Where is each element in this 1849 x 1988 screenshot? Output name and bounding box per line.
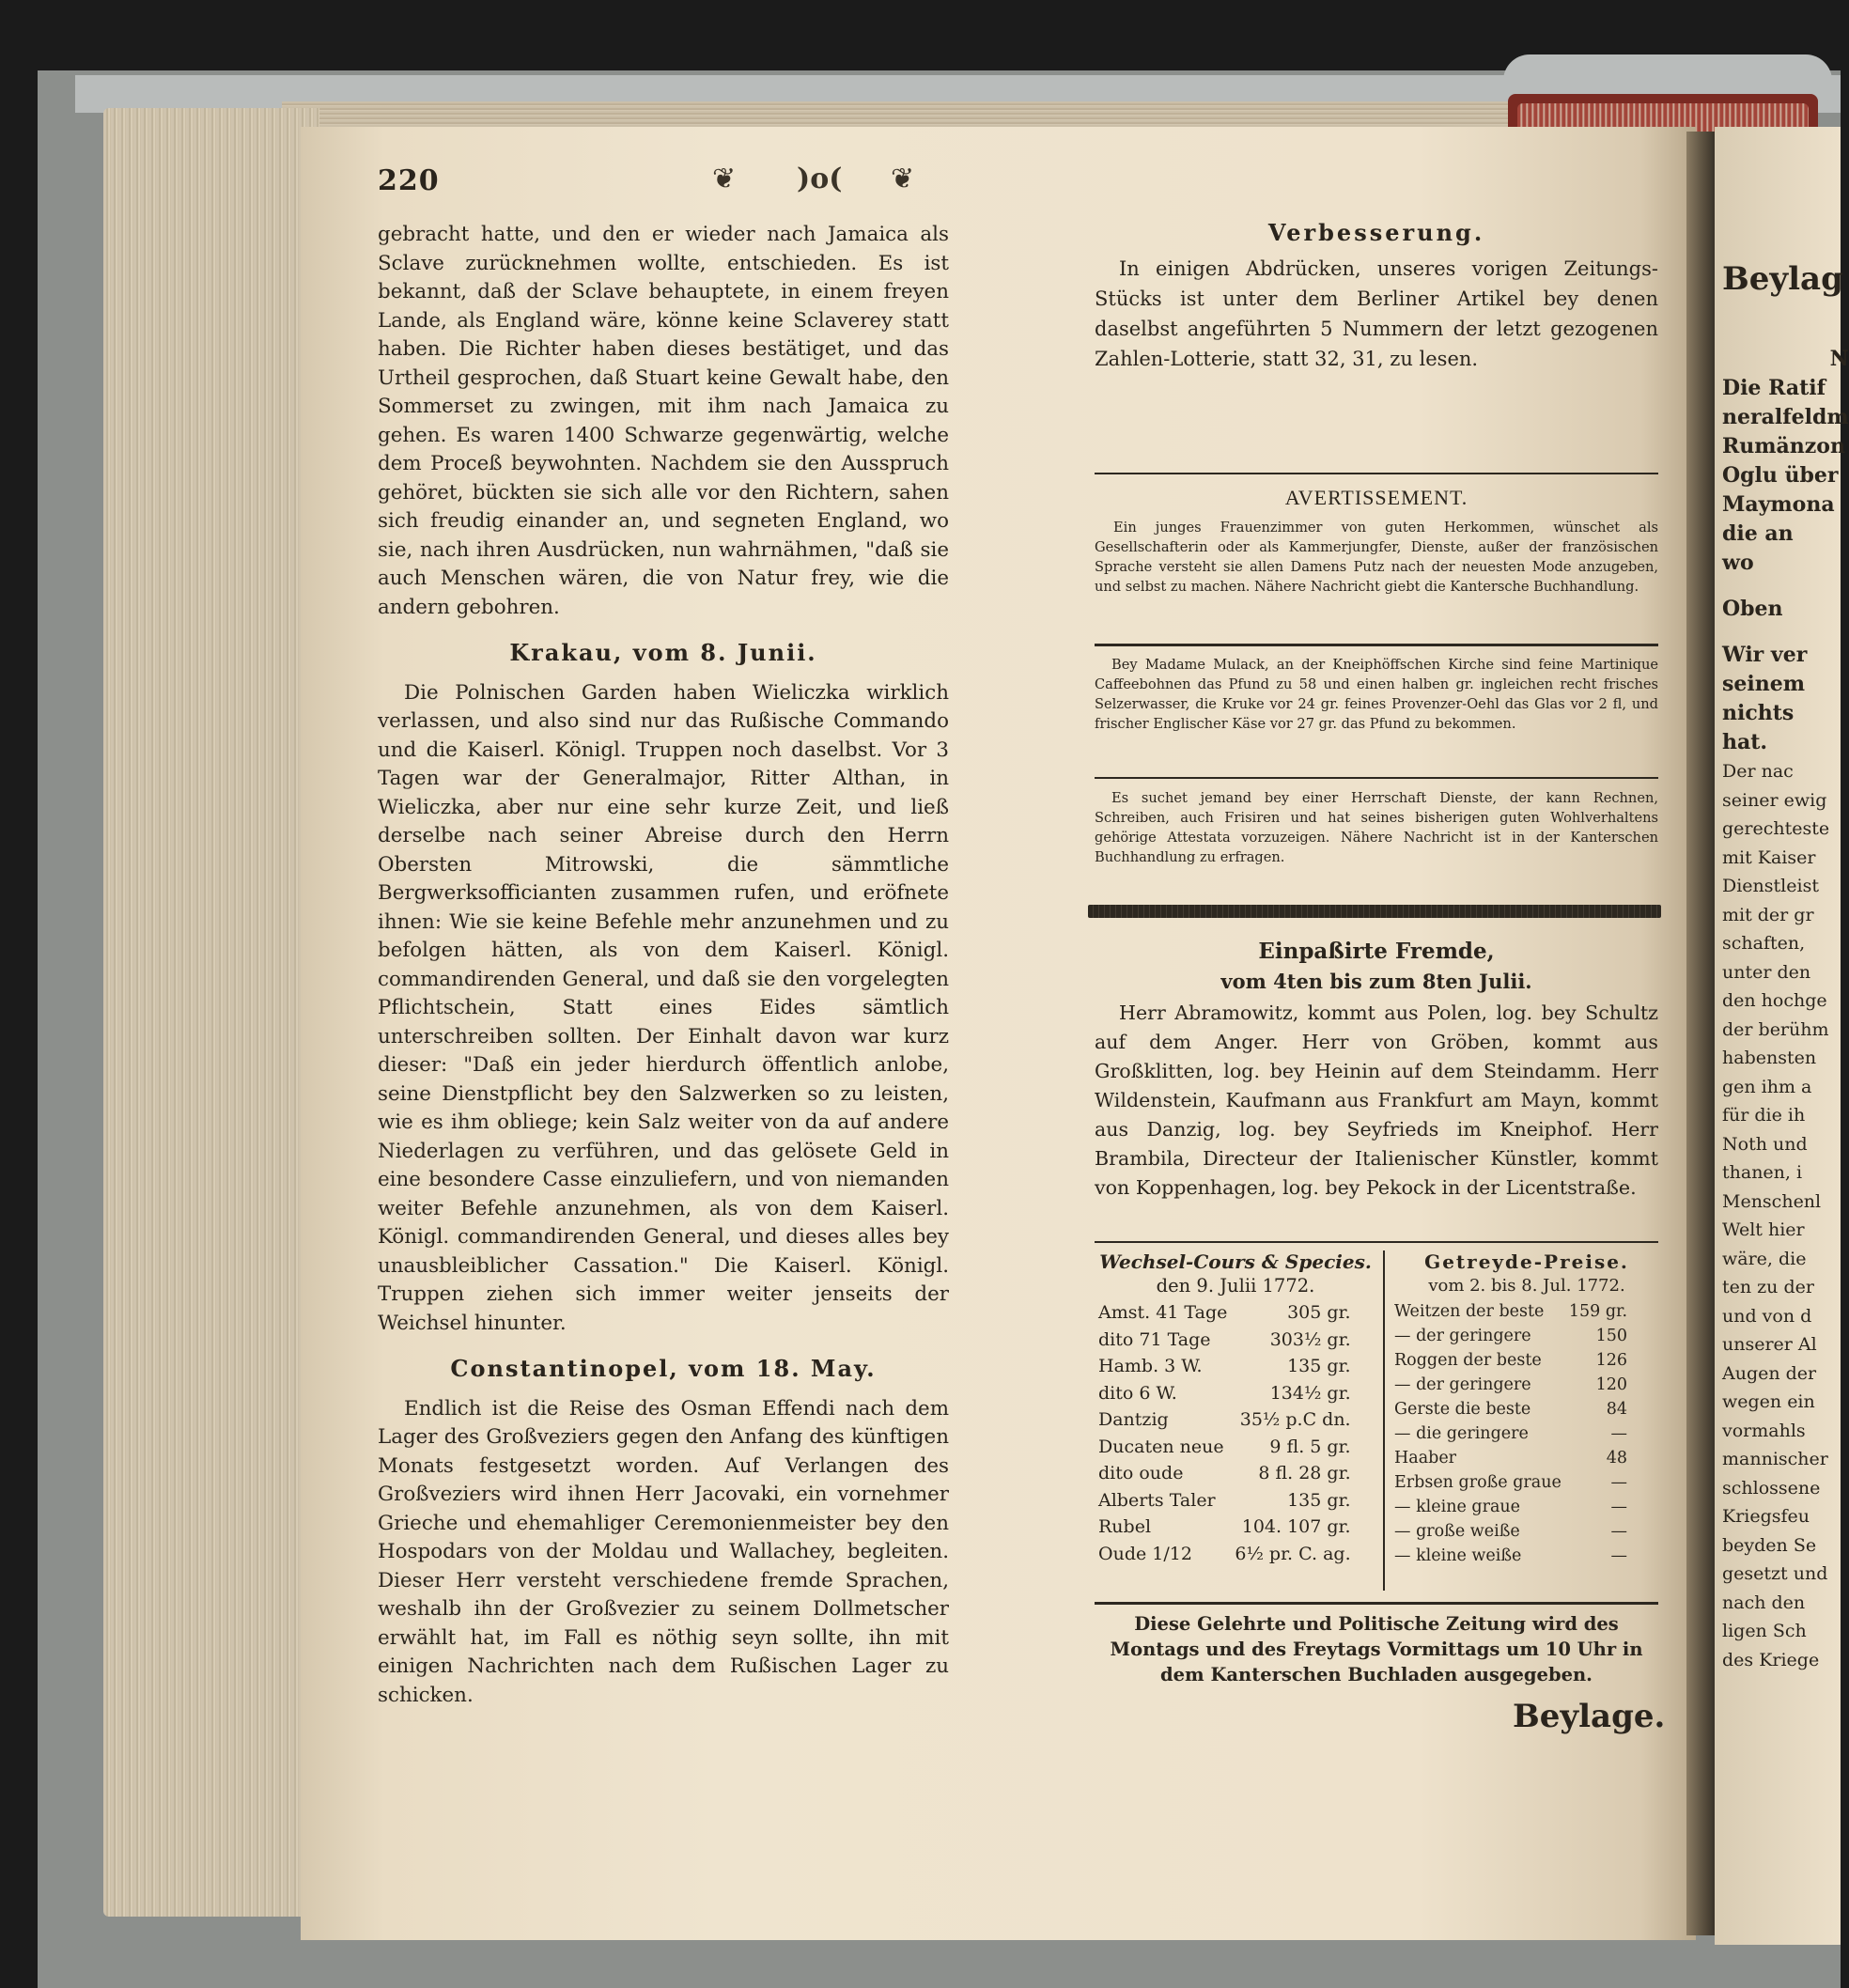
rule	[1095, 1602, 1658, 1605]
getreide-row	[1391, 1373, 1631, 1397]
wechsel-value: 135 gr.	[1287, 1489, 1351, 1511]
next-page-line: mit der gr	[1722, 904, 1814, 925]
getreide-date: vom 2. bis 8. Jul. 1772.	[1428, 1276, 1625, 1296]
next-page-line: nach den	[1722, 1592, 1806, 1613]
wechsel-row	[1095, 1299, 1355, 1327]
wechsel-value: 8 fl. 28 gr.	[1258, 1463, 1351, 1483]
fremde-subtitle: vom 4ten bis zum 8ten Julii.	[1220, 970, 1532, 993]
next-page-line: für die ih	[1722, 1105, 1806, 1126]
next-page-line: schlossene	[1722, 1477, 1821, 1499]
avertissement-title: AVERTISSEMENT.	[1284, 486, 1468, 509]
getreide-row	[1391, 1421, 1631, 1446]
next-page-line: wegen ein	[1722, 1391, 1815, 1412]
wechsel-row	[1095, 1380, 1355, 1407]
getreide-value: —	[1610, 1522, 1628, 1541]
rule	[1095, 777, 1658, 779]
notice-mulack: Bey Madame Mulack, an der Kneiphöffschen Kirche sind feine Martinique Caffeebohnen das Pfund zu 58 und einen halben gr. ingleichen recht frisches Selzerwasser, die Kruke vor 24 gr. feines Provenzer-Oehl das Glas vor 2 fl, und frischer Englischer Käse vor 27 gr. das Pfund zu bekommen.	[1095, 657, 1658, 732]
next-page-line: mannischer	[1722, 1449, 1828, 1469]
next-page-line: gen ihm a	[1722, 1076, 1812, 1097]
wechsel-value: 6½ pr. C. ag.	[1235, 1543, 1351, 1564]
wechsel-label: dito oude	[1098, 1463, 1184, 1483]
next-page-line: der berühm	[1722, 1018, 1829, 1040]
next-page-line: Noth und	[1722, 1133, 1808, 1155]
next-page-line: beyden Se	[1722, 1534, 1817, 1556]
getreide-value: —	[1610, 1546, 1628, 1565]
getreide-row	[1391, 1446, 1631, 1470]
ornament-center-icon: )o(	[797, 163, 843, 195]
next-page-line: habensten	[1722, 1048, 1817, 1068]
next-page-line: Kriegsfeu	[1722, 1506, 1810, 1527]
getreide-value: 84	[1606, 1400, 1628, 1419]
getreide-row	[1391, 1519, 1631, 1544]
next-page-line: wo	[1722, 551, 1754, 575]
wechsel-row	[1095, 1406, 1355, 1434]
getreide-label: — der geringere	[1394, 1327, 1531, 1345]
getreide-value: 126	[1595, 1351, 1628, 1370]
next-page-line: Menschenl	[1722, 1190, 1822, 1212]
article-constantinopel: Endlich ist die Reise des Osman Effendi nach dem Lager des Großveziers gegen den Anfang des künftigen Monats festgesetzt worden. Auf Verlangen des Großveziers wird ihnen Herr Jacovaki, ein vornehmer Grieche und ehemahliger Ceremonienmeister bey den Hospodars von der Moldau und Wallachey, begleiten. Dieser Herr versteht verschiedene fremde Sprachen, weshalb ihn der Großvezier zu seinem Dollmetscher erwählt hat, im Fall es nöthig seyn sollte, ihn mit einigen Nachrichten nach dem Rußischen Lager zu schicken.	[378, 1396, 949, 1707]
catchword: Beylage.	[1513, 1698, 1666, 1735]
wechsel-table	[1095, 1299, 1355, 1567]
next-page-line: seiner ewig	[1722, 789, 1827, 811]
next-page-line: ligen Sch	[1722, 1621, 1807, 1641]
getreide-row	[1391, 1299, 1631, 1324]
verbesserung-text: In einigen Abdrücken, unseres vorigen Zeitungs-Stücks ist unter dem Berliner Artikel bey denen daselbst angeführten 5 Nummern der letzt gezogenen Zahlen-Lotterie, statt 32, 31, zu lesen.	[1095, 257, 1658, 370]
heading-krakau: Krakau, vom 8. Junii.	[509, 639, 817, 666]
next-page-line: schaften,	[1722, 933, 1806, 954]
next-page-line: N	[1829, 347, 1849, 371]
rule	[1095, 644, 1658, 646]
getreide-title: Getreyde-Preise.	[1424, 1250, 1629, 1273]
getreide-row	[1391, 1544, 1631, 1568]
next-page-line: hat.	[1722, 730, 1768, 754]
next-page-line: wäre, die	[1722, 1248, 1807, 1269]
notice-dienst: Es suchet jemand bey einer Herrschaft Dienste, der kann Rechnen, Schreiben, auch Frisiren und hat seines bisherigen guten Wohlverhaltens gehörige Attestata vorzuzeigen. Nähere Nachricht ist in der Kanterschen Buchhandlung zu erfragen.	[1095, 790, 1658, 865]
right-column	[1095, 219, 1658, 374]
getreide-row	[1391, 1324, 1631, 1348]
wechsel-label: Oude 1/12	[1098, 1543, 1192, 1564]
getreide-label: — kleine weiße	[1394, 1546, 1522, 1565]
next-page-line: Rumänzon	[1722, 434, 1845, 458]
getreide-value: —	[1610, 1473, 1628, 1492]
wechsel-row	[1095, 1434, 1355, 1461]
verbesserung-title: Verbesserung.	[1267, 219, 1485, 246]
getreide-label: — die geringere	[1394, 1424, 1529, 1443]
wechsel-label: dito 71 Tage	[1098, 1328, 1211, 1350]
next-page-line: Oglu über	[1722, 463, 1839, 488]
getreide-row	[1391, 1470, 1631, 1495]
getreide-label: Erbsen große graue	[1394, 1473, 1562, 1492]
getreide-label: Gerste die beste	[1394, 1400, 1531, 1419]
next-page-line: Der nac	[1722, 761, 1794, 782]
heading-constantinopel: Constantinopel, vom 18. May.	[450, 1355, 877, 1382]
fremde-title: Einpaßirte Fremde,	[1258, 939, 1495, 964]
getreide-value: 150	[1595, 1327, 1628, 1345]
book-page	[301, 127, 1696, 1940]
getreide-value: 48	[1606, 1449, 1628, 1468]
next-page-line: gesetzt und	[1722, 1563, 1828, 1584]
getreide-label: Roggen der beste	[1394, 1351, 1542, 1370]
next-page-line: Wir ver	[1722, 643, 1808, 667]
getreide-row	[1391, 1397, 1631, 1421]
wechsel-row	[1095, 1460, 1355, 1487]
wechsel-label: Alberts Taler	[1098, 1489, 1216, 1511]
next-page-line: Maymona	[1722, 492, 1835, 517]
wechsel-label: Ducaten neue	[1098, 1436, 1224, 1457]
getreide-value: —	[1610, 1424, 1628, 1443]
next-page-line: den hochge	[1722, 990, 1827, 1011]
article-london-continued: gebracht hatte, und den er wieder nach Jamaica als Sclave zurücknehmen wollte, entschieden. Es ist bekannt, daß der Sclave behauptete, in einem freyen Lande, als England wäre, könne keine Sclaverey statt haben. Die Richter haben dieses bestätiget, und das Urtheil gesprochen, daß Stuart keine Gewalt habe, den Sommerset zu zwingen, mit ihm nach Jamaica zu gehen. Es waren 1400 Schwarze gegenwärtig, welche dem Proceß beywohnten. Nachdem sie den Ausspruch gehöret, bückten sie sich alle vor den Richtern, sahen sich freudig einander an, und segneten England, wo sie, nach ihren Ausdrücken, nun wahrnähmen, "daß sie auch Menschen wären, die von Natur frey, wie die andern gebohren.	[378, 223, 949, 619]
next-page-line: des Kriege	[1722, 1649, 1820, 1670]
wechsel-label: dito 6 W.	[1098, 1382, 1177, 1404]
getreide-label: — kleine graue	[1394, 1498, 1521, 1516]
ornament-left-icon: ❦	[712, 163, 737, 195]
wechsel-value: 35½ p.C dn.	[1239, 1409, 1351, 1430]
footer-note: Diese Gelehrte und Politische Zeitung wird des Montags und des Freytags Vormittags um 10 Uhr in dem Kanterschen Buchladen ausgegeben.	[1110, 1613, 1643, 1685]
next-page-line: die an	[1722, 521, 1794, 546]
next-page-line: seinem	[1722, 672, 1806, 696]
wechsel-label: Rubel	[1098, 1516, 1152, 1537]
next-page-line: gerechteste	[1722, 818, 1830, 839]
next-page-line: Oben	[1722, 597, 1783, 621]
book-gutter	[1686, 132, 1715, 1935]
wechsel-value: 303½ gr.	[1269, 1328, 1351, 1350]
left-column	[378, 221, 949, 1719]
next-page-text	[1722, 251, 1849, 1674]
next-page-line: ten zu der	[1722, 1277, 1814, 1297]
rule	[1095, 473, 1658, 474]
getreide-value: —	[1610, 1498, 1628, 1516]
fremde-text: Herr Abramowitz, kommt aus Polen, log. bey Schultz auf dem Anger. Herr von Gröben, kommt aus Großklitten, log. bey Heinin auf dem Steindamm. Herr Wildenstein, Kaufmann aus Frankfurt am Mayn, kommt aus Danzig, log. bey Seyfrieds im Kneiphof. Herr Brambila, Directeur der Italienischer Künstler, kommt von Koppenhagen, log. bey Pekock in der Licentstraße.	[1095, 1002, 1658, 1199]
wechsel-title: Wechsel-Cours & Species.	[1099, 1250, 1372, 1273]
avertissement-text: Ein junges Frauenzimmer von guten Herkommen, wünschet als Gesellschafterin oder als Kammerjungfer, Dienste, außer der französischen Sprache versteht sie allen Damens Putz nach der neuesten Mode anzugeben, und selbst zu machen. Nähere Nachricht giebt die Kantersche Buchhandlung.	[1095, 520, 1658, 595]
rule	[1095, 1241, 1658, 1243]
next-page-line: Welt hier	[1722, 1219, 1805, 1240]
next-page-line: mit Kaiser	[1722, 846, 1816, 868]
heavy-rule	[1088, 905, 1661, 918]
wechsel-label: Dantzig	[1098, 1409, 1169, 1430]
fremde-block	[1095, 937, 1658, 1203]
wechsel-value: 9 fl. 5 gr.	[1269, 1436, 1351, 1457]
article-krakau: Die Polnischen Garden haben Wieliczka wirklich verlassen, und also sind nur das Rußische Commando und die Kaiserl. Königl. Truppen noch daselbst. Vor 3 Tagen war der Generalmajor, Ritter Althan, in Wieliczka, aber nur eine sehr kurze Zeit, und ließ derselbe nach seiner Abreise durch den Herrn Obersten Mitrowski, die sämmtliche Bergwerksofficianten zusammen rufen, und eröfnete ihnen: Wie sie keine Befehle mehr anzunehmen und zu befolgen hätten, als von dem Kaiserl. Königl. commandirenden General, und daß sie den vorgelegten Pflichtschein, Statt eines Eides sämtlich unterschreiben sollten. Der Einhalt davon war kurz dieser: "Daß ein jeder hierdurch öffentlich anlobe, seine Dienstpflicht bey den Salzwerken so zu leisten, wie es ihm obliege; kein Salz weiter von da auf andere Niederlagen zu verführen, und das gelösete Geld in eine besondere Casse einzuliefern, und von niemanden weiter Befehle anzunehmen, als von dem Kaiserl. Königl. commandirenden General, und dieses alles bey unausbleiblicher Cassation." Die Kaiserl. Königl. Truppen ziehen sich immer weiter jenseits der Weichsel hinunter.	[378, 680, 949, 1335]
column-divider	[1383, 1250, 1385, 1591]
next-page-line: Die Ratif	[1722, 376, 1826, 400]
wechsel-label: Hamb. 3 W.	[1098, 1356, 1203, 1376]
getreide-row	[1391, 1495, 1631, 1519]
next-page-line: Dienstleist	[1722, 876, 1819, 896]
avertissement-block	[1095, 486, 1658, 597]
next-page-line: Augen der	[1722, 1362, 1817, 1384]
wechsel-row	[1095, 1353, 1355, 1380]
wechsel-date: den 9. Julii 1772.	[1156, 1275, 1315, 1297]
wechsel-cours-block	[1095, 1250, 1376, 1567]
getreide-label: — der geringere	[1394, 1375, 1531, 1394]
wechsel-row	[1095, 1327, 1355, 1354]
wechsel-value: 135 gr.	[1287, 1356, 1351, 1376]
getreide-table	[1391, 1299, 1631, 1568]
getreide-block	[1391, 1250, 1663, 1568]
next-page-line: thanen, i	[1722, 1162, 1803, 1183]
wechsel-value: 134½ gr.	[1269, 1382, 1351, 1404]
getreide-value: 120	[1595, 1375, 1628, 1394]
book-page-edges	[103, 108, 319, 1917]
wechsel-label: Amst. 41 Tage	[1098, 1302, 1228, 1323]
next-page-strip	[1715, 127, 1849, 1945]
next-page-line: Beylag	[1722, 260, 1843, 298]
next-page-line: neralfeldm	[1722, 405, 1849, 429]
getreide-label: Weitzen der beste	[1394, 1302, 1545, 1321]
next-page-line: und von d	[1722, 1305, 1812, 1327]
next-page-line: nichts	[1722, 701, 1795, 725]
next-page-line: vormahls	[1722, 1420, 1806, 1441]
next-page-line: unter den	[1722, 961, 1811, 983]
getreide-label: — große weiße	[1394, 1522, 1520, 1541]
wechsel-value: 104. 107 gr.	[1241, 1516, 1351, 1537]
getreide-value: 159 gr.	[1568, 1302, 1628, 1321]
wechsel-row	[1095, 1514, 1355, 1541]
wechsel-value: 305 gr.	[1287, 1302, 1351, 1323]
getreide-label: Haaber	[1394, 1449, 1457, 1468]
wechsel-row	[1095, 1541, 1355, 1568]
ornament-right-icon: ❦	[891, 163, 915, 195]
page-number: 220	[378, 164, 440, 197]
wechsel-row	[1095, 1487, 1355, 1514]
next-page-line: unserer Al	[1722, 1334, 1817, 1355]
getreide-row	[1391, 1348, 1631, 1373]
